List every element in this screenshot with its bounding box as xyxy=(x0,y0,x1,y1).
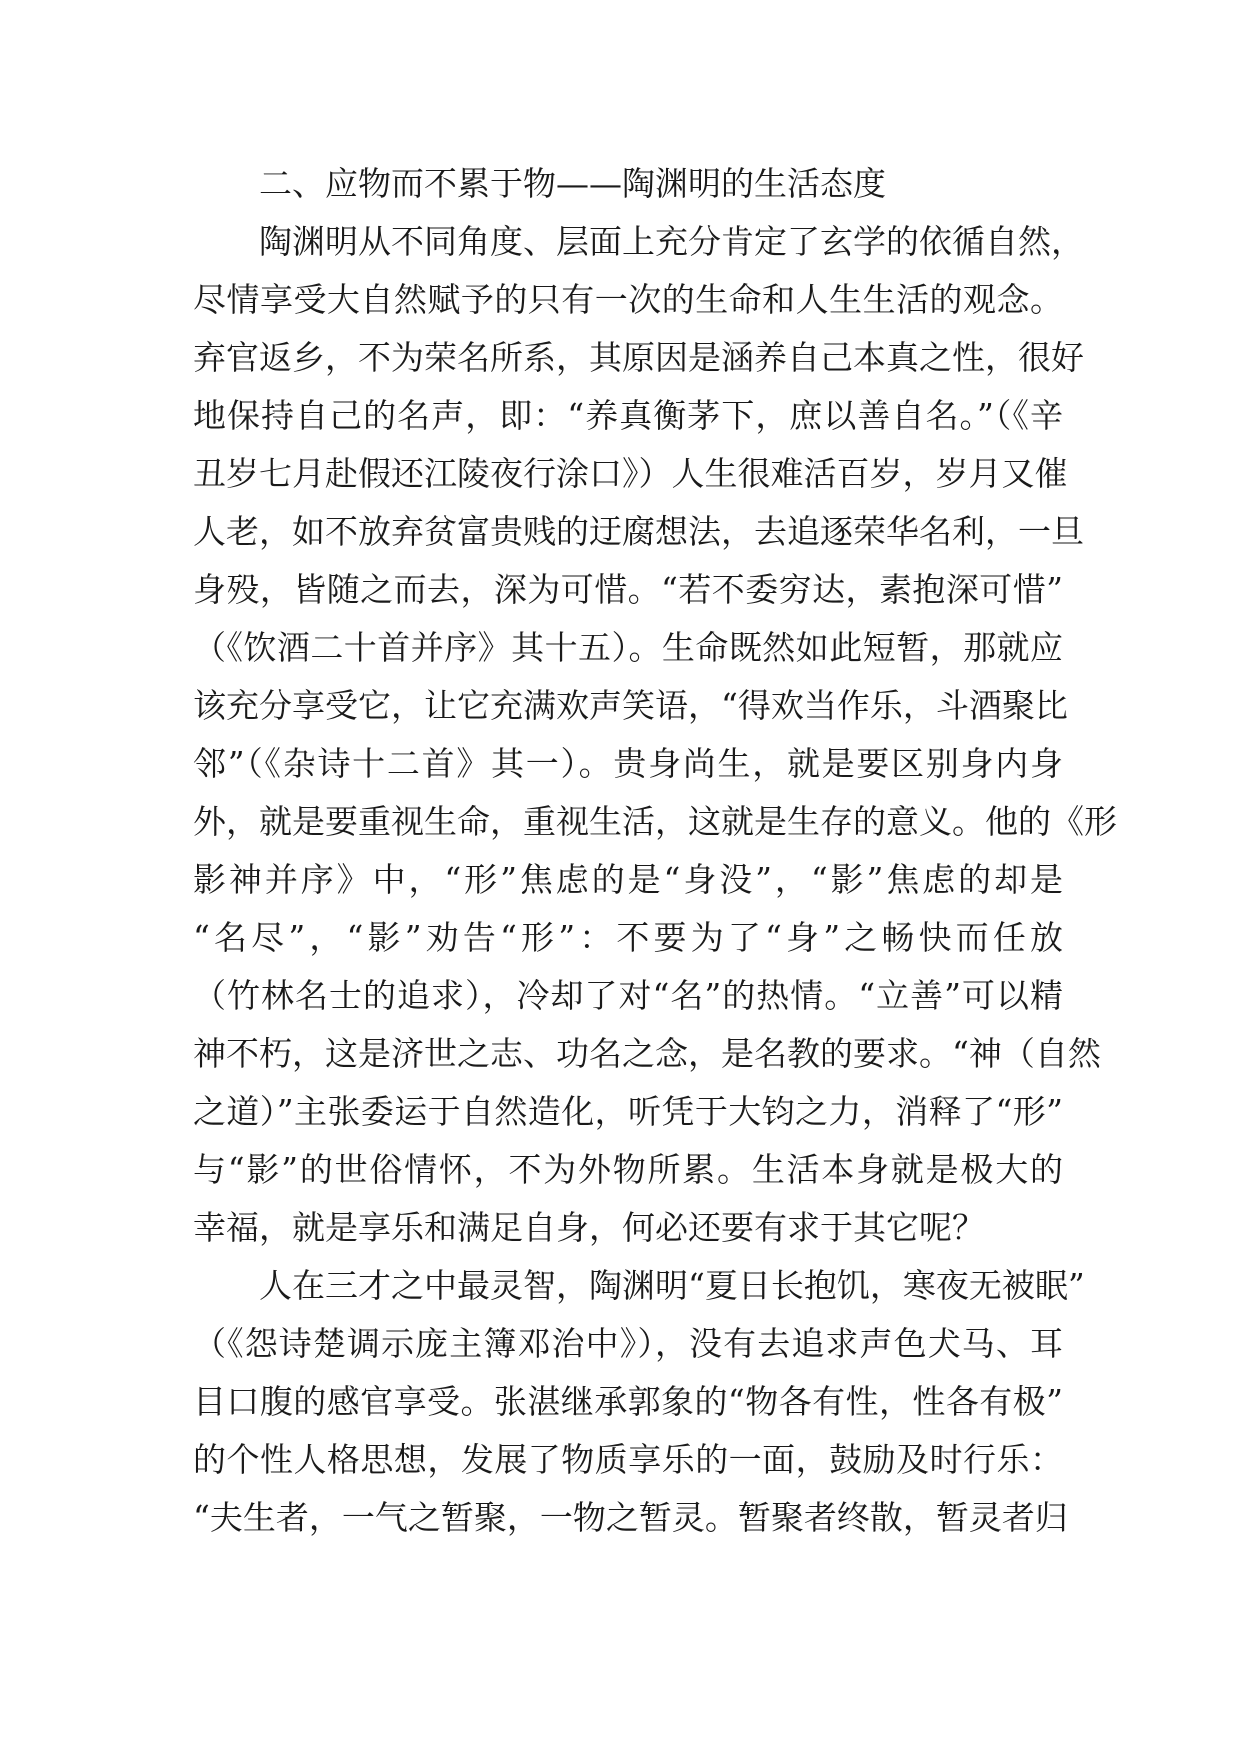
paragraph-1-line-17: 与“影”的世俗情怀，不为外物所累。生活本身就是极大的 xyxy=(193,1150,1063,1189)
paragraph-2-line-4: 的个性人格思想，发展了物质享乐的一面，鼓励及时行乐： xyxy=(193,1440,1063,1479)
paragraph-1-line-9: 该充分享受它，让它充满欢声笑语，“得欢当作乐，斗酒聚比 xyxy=(193,686,1068,725)
body-text xyxy=(193,155,1117,1547)
paragraph-1-line-16: 之道）”主张委运于自然造化，听凭于大钧之力，消释了“形” xyxy=(193,1092,1063,1131)
paragraph-1-line-4: 地保持自己的名声，即：“养真衡茅下，庶以善自名。”（《辛 xyxy=(193,396,1063,435)
paragraph-1-line-6: 人老，如不放弃贫富贵贱的迂腐想法，去追逐荣华名利，一旦 xyxy=(193,512,1084,551)
paragraph-2-line-1: 人在三才之中最灵智，陶渊明“夏日长抱饥，寒夜无被眠” xyxy=(259,1266,1085,1305)
paragraph-1-line-18: 幸福，就是享乐和满足自身，何必还要有求于其它呢？ xyxy=(193,1208,985,1247)
paragraph-2-line-2: （《怨诗楚调示庞主簿邓治中》），没有去追求声色犬马、耳 xyxy=(193,1324,1063,1363)
paragraph-1-line-5: 丑岁七月赴假还江陵夜行涂口》）人生很难活百岁，岁月又催 xyxy=(193,454,1068,493)
paragraph-1-line-12: 影神并序》中，“形”焦虑的是“身没”，“影”焦虑的却是 xyxy=(193,860,1063,899)
paragraph-1-line-10: 邻”（《杂诗十二首》其一）。贵身尚生，就是要区别身内身 xyxy=(193,744,1063,783)
paragraph-1-line-14: （竹林名士的追求），冷却了对“名”的热情。“立善”可以精 xyxy=(193,976,1063,1015)
paragraph-1-line-3: 弃官返乡，不为荣名所系，其原因是涵养自己本真之性，很好 xyxy=(193,338,1084,377)
section-heading: 二、应物而不累于物——陶渊明的生活态度 xyxy=(259,164,886,203)
paragraph-1-line-13: “名尽”，“影”劝告“形”：不要为了“身”之畅快而任放 xyxy=(193,918,1063,957)
paragraph-2-line-5: “夫生者，一气之暂聚，一物之暂灵。暂聚者终散，暂灵者归 xyxy=(193,1498,1068,1537)
paragraph-1-line-7: 身殁，皆随之而去，深为可惜。“若不委穷达，素抱深可惜” xyxy=(193,570,1063,609)
paragraph-1-line-11: 外，就是要重视生命，重视生活，这就是生存的意义。他的《形 xyxy=(193,802,1117,841)
paragraph-1-line-2: 尽情享受大自然赋予的只有一次的生命和人生生活的观念。 xyxy=(193,280,1063,319)
paragraph-1-line-1: 陶渊明从不同角度、层面上充分肯定了玄学的依循自然， xyxy=(259,222,1084,261)
paragraph-1-line-15: 神不朽，这是济世之志、功名之念，是名教的要求。“神（自然 xyxy=(193,1034,1101,1073)
paragraph-1-line-8: （《饮酒二十首并序》其十五）。生命既然如此短暂，那就应 xyxy=(193,628,1063,667)
paragraph-2-line-3: 目口腹的感官享受。张湛继承郭象的“物各有性，性各有极” xyxy=(193,1382,1063,1421)
